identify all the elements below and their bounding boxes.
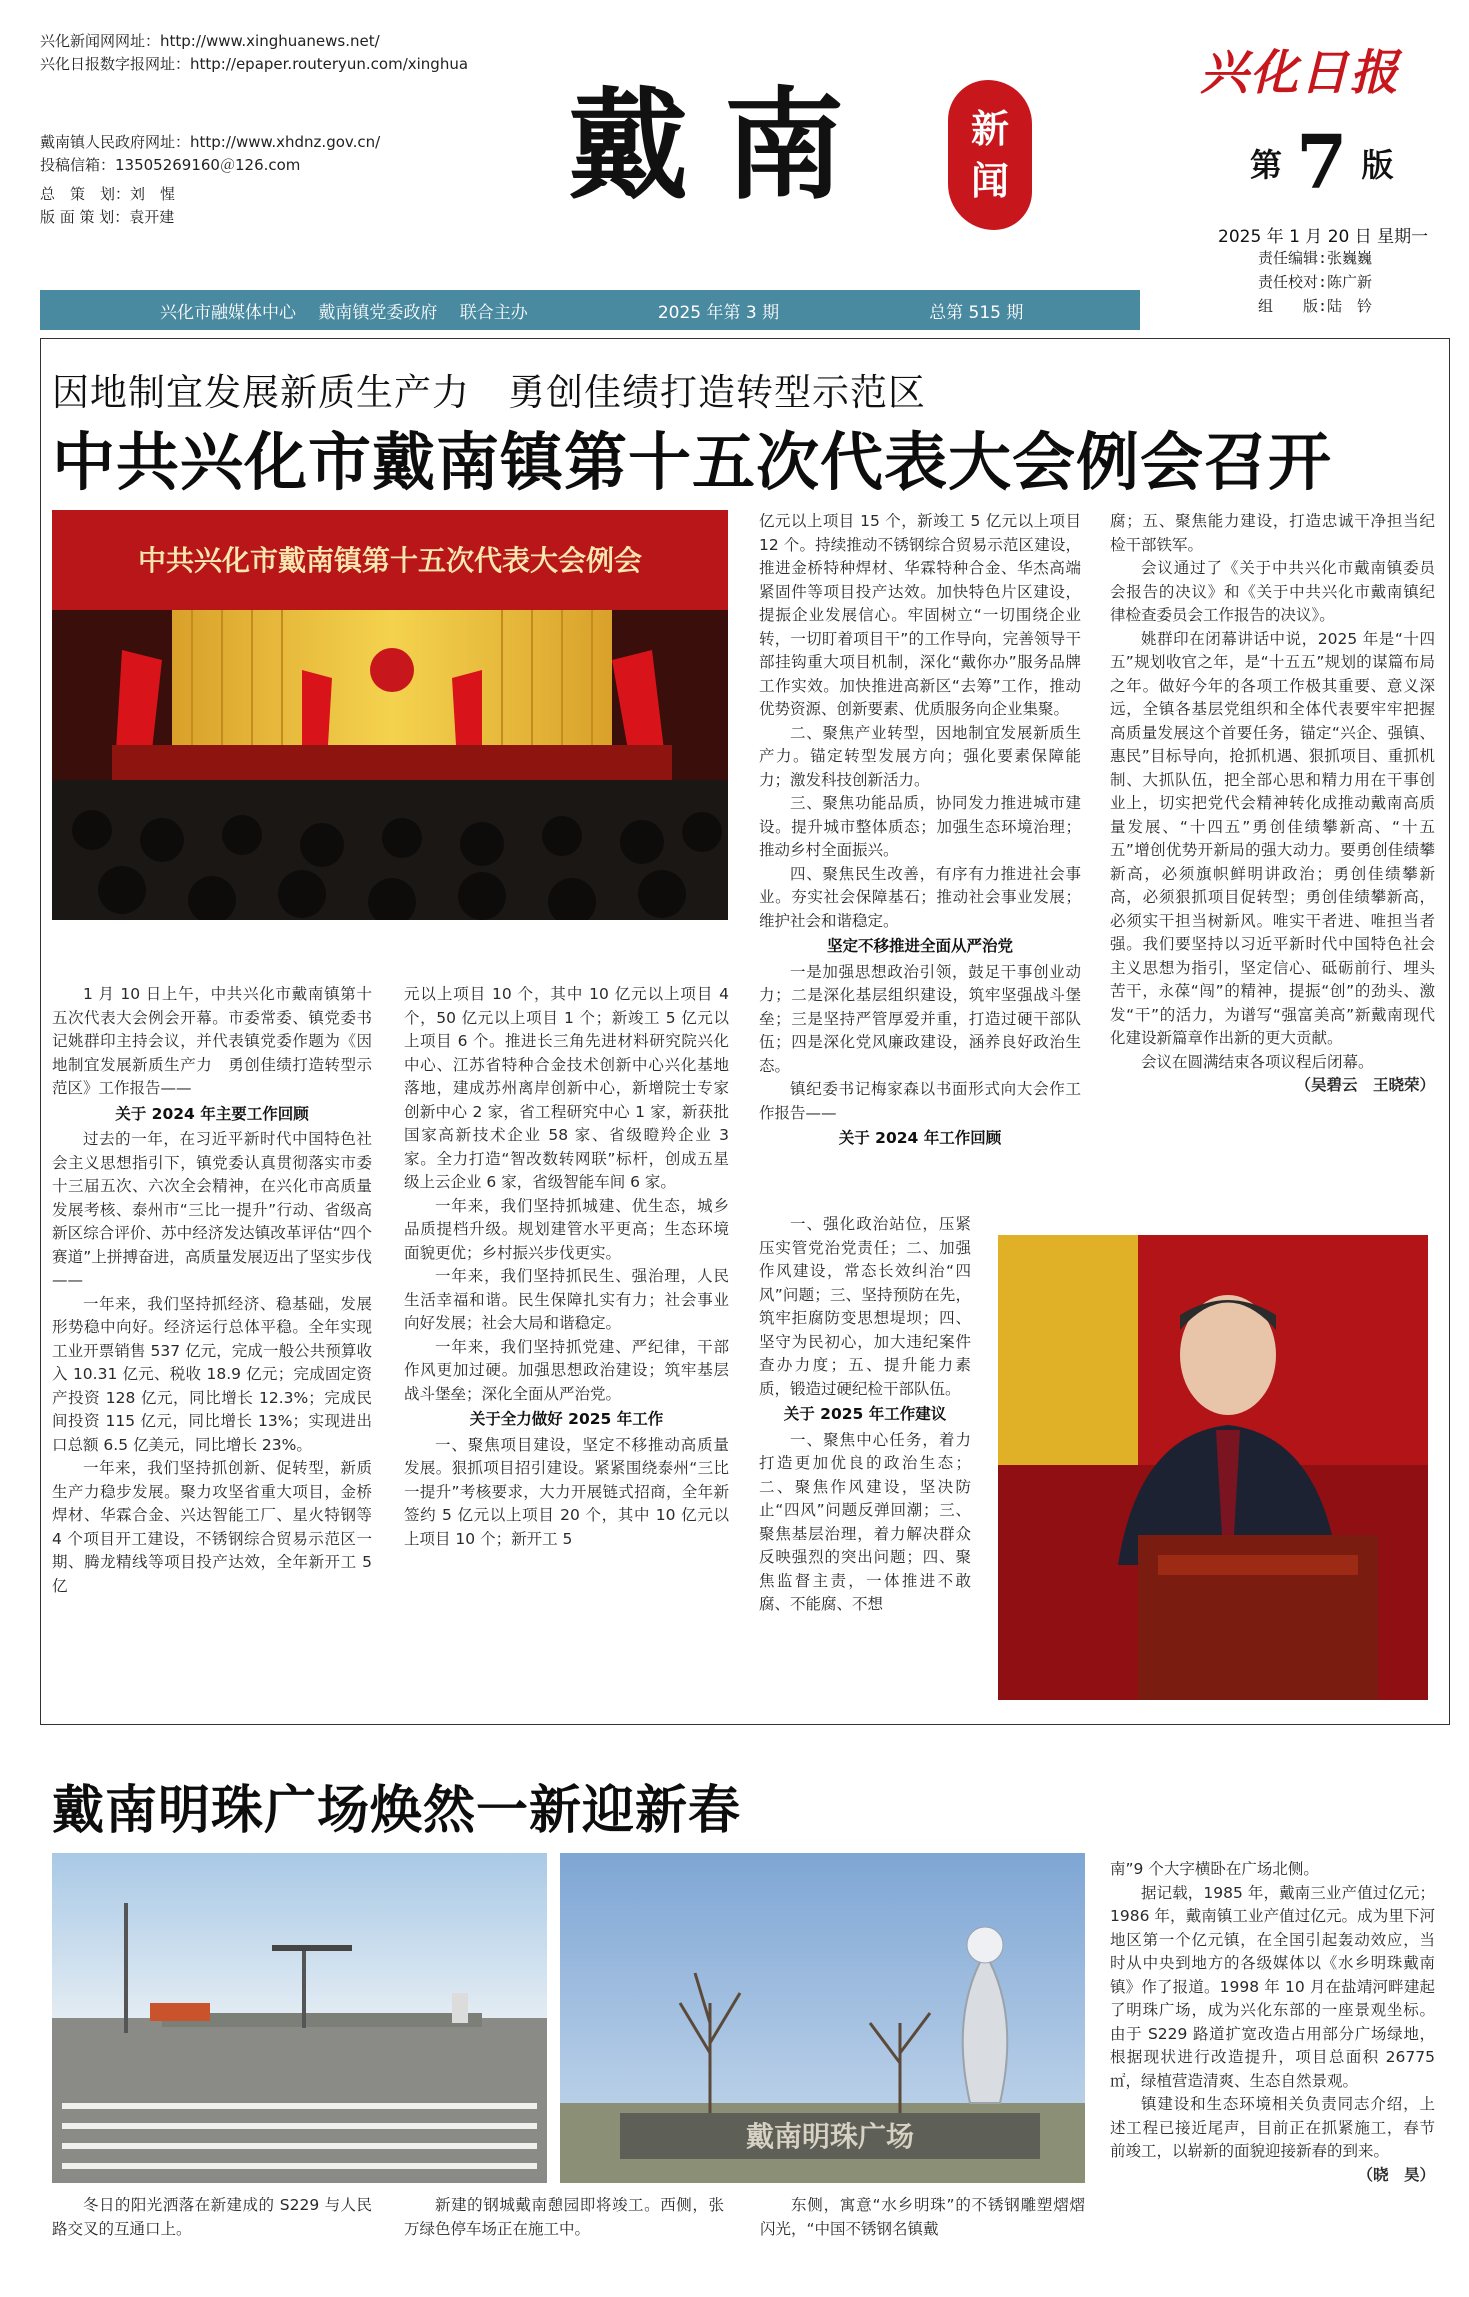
- sculpture-photo: [560, 1853, 1085, 2183]
- article-paragraph: 三、聚焦功能品质，协同发力推进城市建设。提升城市整体质态；加强生态环境治理；推动乡村全面振兴。: [759, 794, 1081, 859]
- article-column-2: [404, 983, 729, 1551]
- caption-text: 冬日的阳光洒落在新建成的 S229 与人民路交叉的互通口上。: [52, 2196, 372, 2238]
- layout-planner: 版 面 策 划：袁开建: [40, 208, 175, 226]
- article-paragraph: 一、聚焦中心任务，着力打造更加优良的政治生态；二、聚焦作风建设，坚决防止“四风”问题反弹回潮；三、聚焦基层治理，着力解决群众反映强烈的突出问题；四、聚焦监督主责，一体推进不敢腐、不能腐、不想: [759, 1430, 971, 1613]
- caption-text: 东侧，寓意“水乡明珠”的不锈钢雕塑熠熠闪光，“中国不锈钢名镇戴: [760, 2196, 1085, 2238]
- article-column-3: [759, 510, 1081, 1153]
- header-contacts: [40, 131, 380, 229]
- article-headline: 中共兴化市戴南镇第十五次代表大会例会召开: [52, 426, 1332, 499]
- website-epaper: 兴化日报数字报网址：http://epaper.routeryun.com/xinghua: [40, 55, 469, 73]
- section-heading: 关于 2024 年工作回顾: [838, 1129, 1002, 1147]
- article-paragraph: 会议通过了《关于中共兴化市戴南镇委员会报告的决议》和《关于中共兴化市戴南镇纪律检查委员会工作报告的决议》。: [1110, 559, 1435, 624]
- plaza-headline: 戴南明珠广场焕然一新迎新春: [52, 1781, 742, 1841]
- article-paragraph: 一年来，我们坚持抓创新、促转型，新质生产力稳步发展。聚力攻坚省重大项目，金桥焊材、华霖合金、兴达智能工厂、星火特钢等 4 个项目开工建设，不锈钢综合贸易示范区一期、腾龙精线等项目投产达效，全年新开工 5 亿: [52, 1459, 372, 1595]
- article-column-3-lower: [759, 1213, 971, 1617]
- issue-number: 2025 年第 3 期: [657, 302, 780, 323]
- section-heading: 关于 2024 年主要工作回顾: [115, 1104, 309, 1123]
- meeting-banner-text: 中共兴化市戴南镇第十五次代表大会例会: [137, 544, 643, 577]
- news-seal: [948, 80, 1032, 230]
- article-paragraph: 一是加强思想政治引领，鼓足干事创业动力；二是深化基层组织建设，筑牢坚强战斗堡垒；三是坚持严管厚爱并重，打造过硬干部队伍；四是深化党风廉政建设，涵养良好政治生态。: [759, 962, 1081, 1075]
- plaza-article-column: [1110, 1858, 1435, 2187]
- intersection-photo: [52, 1853, 547, 2183]
- meeting-photo: [52, 510, 728, 920]
- article-paragraph: 镇建设和生态环境相关负责同志介绍，上述工程已接近尾声，目前正在抓紧施工，春节前竣工，以崭新的面貌迎接新春的到来。: [1110, 2095, 1435, 2160]
- article-byline: （吴碧云 王晓荣）: [1295, 1076, 1435, 1094]
- article-paragraph: 一、强化政治站位，压紧压实管党治党责任；二、加强作风建设，常态长效纠治“四风”问题；三、坚持预防在先，筑牢拒腐防变思想堤坝；四、坚守为民初心，加大违纪案件查办力度；五、提升能力素质，锻造过硬纪检干部队伍。: [759, 1215, 971, 1398]
- chief-planner: 总 策 划：刘 惺: [40, 185, 176, 203]
- plaza-sign-text: 戴南明珠广场: [745, 2120, 915, 2153]
- article-paragraph: 1 月 10 日上午，中共兴化市戴南镇第十五次代表大会例会开幕。市委常委、镇党委书记姚群印主持会议，并代表镇党委作题为《因地制宜发展新质生产力 勇创佳绩打造转型示范区》工作报告——: [52, 985, 372, 1097]
- edition-digit: 7: [1296, 120, 1348, 206]
- edition-prefix: 第: [1250, 146, 1283, 184]
- seal-char-1: 新: [970, 107, 1009, 151]
- article-paragraph: 南”9 个大字横卧在广场北侧。: [1110, 1860, 1319, 1878]
- article-paragraph: 一年来，我们坚持抓民生、强治理，人民生活幸福和谐。民生保障扎实有力；社会事业向好发展；社会大局和谐稳定。: [404, 1267, 729, 1332]
- seal-char-2: 闻: [970, 159, 1009, 203]
- sculpture-caption: [760, 2194, 1085, 2241]
- article-paragraph: 腐；五、聚焦能力建设，打造忠诚干净担当纪检干部铁军。: [1110, 512, 1435, 554]
- section-heading: 关于全力做好 2025 年工作: [469, 1410, 664, 1428]
- typesetter: 组 版:陆 钤: [1258, 297, 1373, 315]
- article-paragraph: 元以上项目 10 个，其中 10 亿元以上项目 4 个，50 亿元以上项目 1 个；新竣工 5 亿元以上项目 6 个。推进长三角先进材料研究院兴化中心、江苏省特种合金技术创新中心兴化基地落地，建成苏州离岸创新中心，新增院士专家创新中心 2 家，省工程研究中心 1 家，新获批国家高新技术企业 58 家、省级瞪羚企业 3 家。全力打造“智改数转网联”标杆，创成五星级上云企业 6 家，省级智能车间 6 家。: [404, 985, 729, 1191]
- article-paragraph: 一年来，我们坚持抓城建、优生态，城乡品质提档升级。规划建管水平更高；生态环境面貌更优；乡村振兴步伐更实。: [404, 1196, 729, 1262]
- website-town-gov: 戴南镇人民政府网址：http://www.xhdnz.gov.cn/: [40, 133, 381, 151]
- caption-text: 新建的钢城戴南憩园即将竣工。西侧，张万绿色停车场正在施工中。: [404, 2196, 724, 2238]
- intersection-caption: [52, 2194, 372, 2241]
- issue-date: 2025 年 1 月 20 日 星期一: [1218, 227, 1429, 247]
- newspaper-logo: 兴化日报: [1200, 45, 1401, 101]
- editor-credits: [1258, 246, 1372, 318]
- section-heading: 关于 2025 年工作建议: [783, 1405, 947, 1423]
- article-paragraph: 一年来，我们坚持抓经济、稳基础，发展形势稳中向好。经济运行总体平稳。全年实现工业开票销售 537 亿元，完成一般公共预算收入 10.31 亿元、税收 18.9 亿元；完成固定资产投资 128 亿元，同比增长 12.3%；完成民间投资 115 亿元，同比增长 13%；实现进出口总额 6.5 亿美元，同比增长 23%。: [52, 1294, 372, 1454]
- article-paragraph: 亿元以上项目 15 个，新竣工 5 亿元以上项目 12 个。持续推动不锈钢综合贸易示范区建设，推进金桥特种焊材、华霖特种合金、华杰高端紧固件等项目投产达效。加快特色片区建设，提振企业发展信心。牢固树立“一切围绕企业转，一切盯着项目干”的工作导向，完善领导干部挂钩重大项目机制，深化“戴你办”服务品牌工作实效。加快推进高新区“去筹”工作，推动优势资源、创新要素、优质服务向企业集聚。: [759, 512, 1081, 718]
- article-paragraph: 据记载，1985 年，戴南三业产值过亿元；1986 年，戴南镇工业产值过亿元。成为里下河地区第一个亿元镇，在全国引起轰动效应，当时从中央到地方的各级媒体以《水乡明珠戴南镇》作了报道。1998 年 10 月在盐靖河畔建起了明珠广场，成为兴化东部的一座景观坐标。由于 S229 路道扩宽改造占用部分广场绿地，根据现状进行改造提升，项目总面积 26775 ㎡，绿植营造清爽、生态自然景观。: [1110, 1883, 1435, 2090]
- plaza-byline: （晓 昊）: [1357, 2165, 1435, 2184]
- article-paragraph: 姚群印在闭幕讲话中说，2025 年是“十四五”规划收官之年，是“十五五”规划的谋篇布局之年。做好今年的各项工作极其重要、意义深远，全镇各基层党组织和全体代表要牢牢把握高质量发展这个首要任务，锚定“兴企、强镇、惠民”目标导向，抢抓机遇、狠抓项目、重抓机制、大抓队伍，把全部心思和精力用在干事创业上，切实把党代会精神转化成推动戴南高质量发展、“十四五”勇创佳绩攀新高、“十五五”增创优势开新局的强大动力。要勇创佳绩攀新高，必须旗帜鲜明讲政治；勇创佳绩攀新高，必须狠抓项目促转型；勇创佳绩攀新高，必须实干担当树新风。唯实干者进、唯担当者强。我们要坚持以习近平新时代中国特色社会主义思想为指引，坚定信心、砥砺前行、埋头苦干，永葆“闯”的精神，提振“创”的劲头、激发“干”的活力，为谱写“强富美高”新戴南现代化建设新篇章作出新的更大贡献。: [1110, 629, 1435, 1047]
- header-links: [40, 30, 468, 76]
- total-issue-number: 总第 515 期: [929, 302, 1024, 323]
- article-paragraph: 四、聚焦民生改善，有序有力推进社会事业。夯实社会保障基石；推动社会事业发展；维护社会和谐稳定。: [759, 864, 1081, 930]
- submission-email: 投稿信箱：13505269160＠126.com: [40, 156, 301, 174]
- article-paragraph: 一、聚焦项目建设，坚定不移推动高质量发展。狠抓项目招引建设。紧紧围绕泰州“三比一提升”考核要求，大力开展链式招商，全年新签约 5 亿元以上项目 20 个，其中 10 亿元以上项目 10 个；新开工 5: [404, 1435, 729, 1548]
- edition-number: [1250, 120, 1394, 206]
- sponsors: 兴化市融媒体中心 戴南镇党委政府 联合主办: [160, 302, 528, 323]
- sponsor-band: [40, 290, 1140, 330]
- speaker-photo: [998, 1235, 1428, 1700]
- website-xinghuanews: 兴化新闻网网址：http://www.xinghuanews.net/: [40, 32, 380, 50]
- article-paragraph: 二、聚焦产业转型，因地制宜发展新质生产力。锚定转型发展方向；强化要素保障能力；激发科技创新活力。: [759, 723, 1081, 789]
- article-paragraph: 过去的一年，在习近平新时代中国特色社会主义思想指引下，镇党委认真贯彻落实市委十三届五次、六次全会精神，在兴化市高质量发展考核、泰州市“三比一提升”行动、省级高新区综合评价、苏中经济发达镇改革评估“四个赛道”上拼搏奋进，高质量发展迈出了坚实步伐——: [52, 1130, 372, 1289]
- article-column-4: [1110, 510, 1435, 1098]
- proofreader: 责任校对:陈广新: [1258, 273, 1373, 291]
- section-heading: 坚定不移推进全面从严治党: [826, 937, 1013, 955]
- masthead-title: 戴南: [568, 75, 880, 216]
- rest-area-caption: [404, 2194, 724, 2241]
- article-paragraph: 会议在圆满结束各项议程后闭幕。: [1141, 1052, 1374, 1071]
- article-paragraph: 一年来，我们坚持抓党建、严纪律，干部作风更加过硬。加强思想政治建设；筑牢基层战斗堡垒；深化全面从严治党。: [404, 1337, 729, 1403]
- article-paragraph: 镇纪委书记梅家森以书面形式向大会作工作报告——: [759, 1080, 1081, 1122]
- editor-in-charge: 责任编辑:张巍巍: [1258, 249, 1373, 267]
- edition-suffix: 版: [1361, 146, 1394, 184]
- article-subhead: 因地制宜发展新质生产力 勇创佳绩打造转型示范区: [52, 371, 926, 414]
- article-column-1: [52, 983, 372, 1598]
